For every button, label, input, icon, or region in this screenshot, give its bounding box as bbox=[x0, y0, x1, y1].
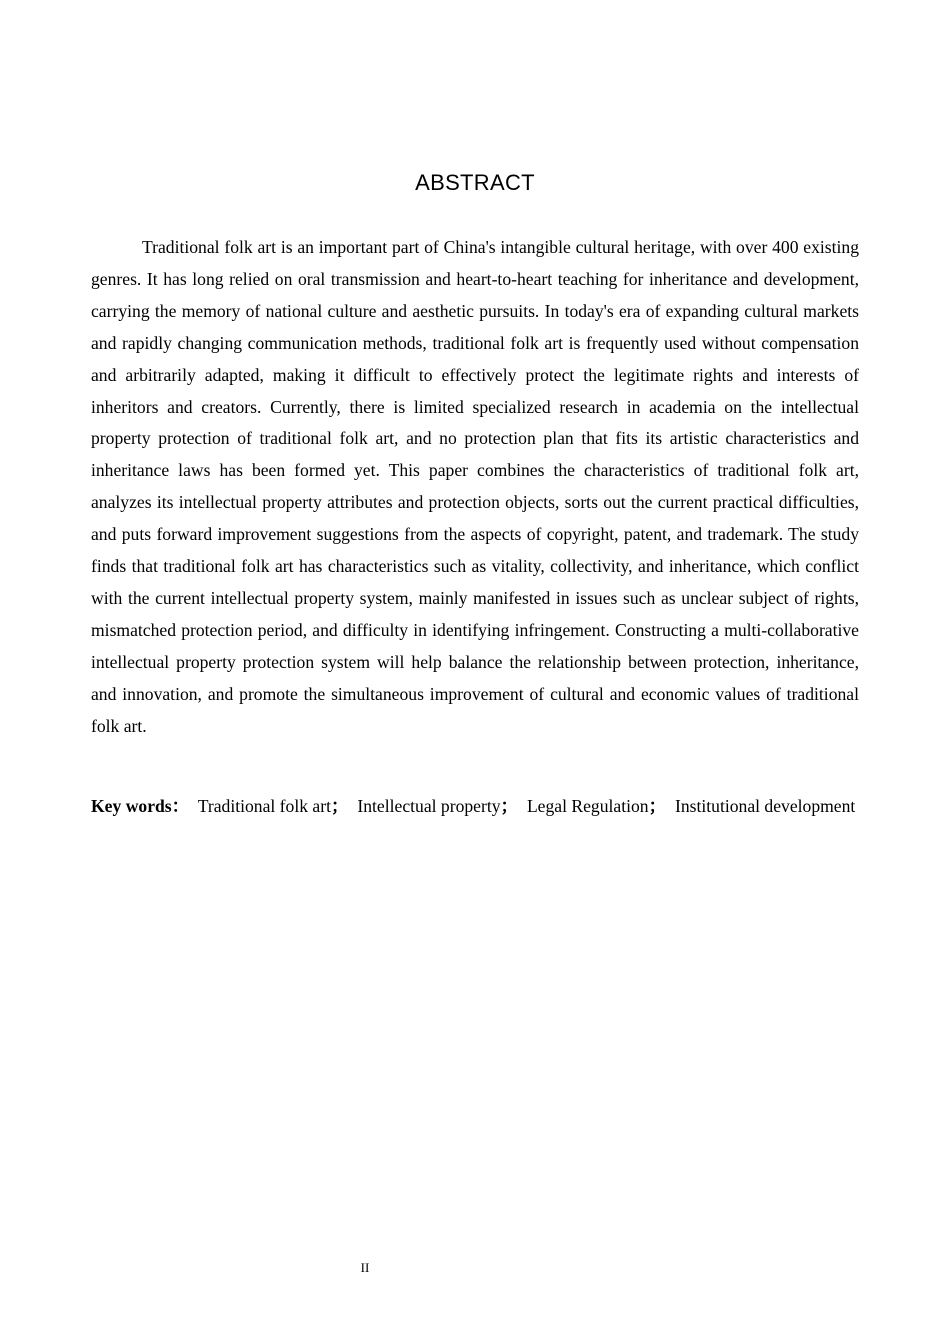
keyword-separator: ； bbox=[330, 796, 349, 816]
keywords-label: Key words bbox=[91, 796, 172, 816]
keyword-item: Intellectual property bbox=[357, 796, 501, 816]
keyword-separator: ； bbox=[500, 796, 519, 816]
page-number: II bbox=[360, 1260, 370, 1275]
keywords-line bbox=[91, 786, 859, 827]
abstract-body: Traditional folk art is an important part of China's intangible cultural heritage, with over 400 existing genres. It has long relied on oral transmission and heart-to-heart teaching for inheritance and development, carrying the memory of national culture and aesthetic pursuits. In today's era of expanding cultural markets and rapidly changing communication methods, traditional folk art is frequently used without compensation and arbitrarily adapted, making it difficult to effectively protect the legitimate rights and interests of inheritors and creators. Currently, there is limited specialized research in academia on the intellectual property protection of traditional folk art, and no protection plan that fits its artistic characteristics and inheritance laws has been formed yet. This paper combines the characteristics of traditional folk art, analyzes its intellectual property attributes and protection objects, sorts out the current practical difficulties, and puts forward improvement suggestions from the aspects of copyright, patent, and trademark. The study finds that traditional folk art has characteristics such as vitality, collectivity, and inheritance, which conflict with the current intellectual property system, mainly manifested in issues such as unclear subject of rights, mismatched protection period, and difficulty in identifying infringement. Constructing a multi-collaborative intellectual property protection system will help balance the relationship between protection, inheritance, and innovation, and promote the simultaneous improvement of cultural and economic values of traditional folk art. bbox=[91, 237, 859, 736]
abstract-title: ABSTRACT bbox=[415, 170, 535, 195]
keyword-separator: ； bbox=[648, 796, 667, 816]
keyword-item: Traditional folk art bbox=[197, 796, 331, 816]
keyword-item: Institutional development bbox=[675, 796, 856, 816]
keyword-item: Legal Regulation bbox=[526, 796, 649, 816]
keywords-colon: ： bbox=[171, 796, 190, 816]
